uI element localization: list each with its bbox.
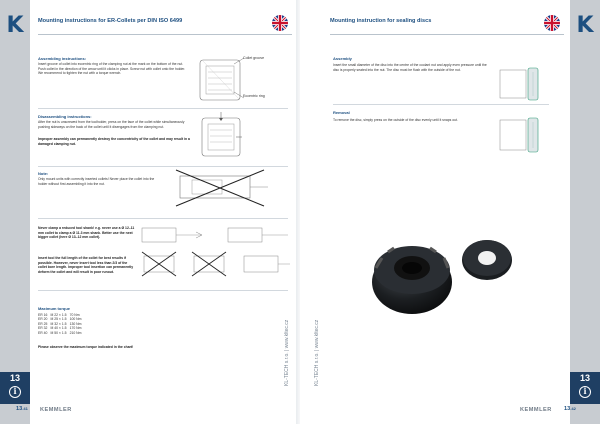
torque-value: 170 Nm <box>69 326 82 331</box>
info-icon: i <box>9 386 21 398</box>
uk-flag-icon <box>272 15 288 31</box>
torque-thread: M 32 × 1.5 <box>50 321 67 326</box>
right-side-strip <box>570 0 600 424</box>
kemmler-logo: K <box>6 12 24 38</box>
removal-title: Removal <box>333 110 350 115</box>
torque-table <box>38 313 84 335</box>
page-number-sub: .42 <box>570 406 576 411</box>
sealing-disc-image <box>460 236 514 282</box>
collet-groove-label: Collet groove <box>243 56 265 60</box>
insert-length-drawing <box>140 250 290 278</box>
disc-assembly-drawing <box>498 66 542 102</box>
note-text: Only mount units with correctly inserted collets! Never place the collet into the holder without first assembling it into the nut. <box>38 177 155 186</box>
page-number-sub: .41 <box>22 406 28 411</box>
torque-size: ER 16 <box>38 313 48 317</box>
torque-size: ER 25 <box>38 321 48 326</box>
torque-thread: M 50 × 1.5 <box>50 330 67 335</box>
left-chapter-tab <box>0 372 30 404</box>
divider-2 <box>38 166 288 167</box>
disassembly-drawing <box>196 112 246 162</box>
torque-value: 130 Nm <box>69 321 82 326</box>
eccentric-ring-label: Eccentric ring <box>243 94 265 98</box>
collet-nut-drawing <box>196 54 246 106</box>
disc-removal-drawing <box>498 116 542 156</box>
divider-4 <box>38 290 288 291</box>
disassembling-title: Disassembling instructions: <box>38 114 92 119</box>
torque-thread: M 25 × 1.5 <box>50 317 67 322</box>
page-number-main: 13 <box>564 406 571 412</box>
right-page <box>300 0 600 424</box>
assembly-title: Assembly <box>333 56 352 61</box>
info-icon: i <box>579 386 591 398</box>
table-row <box>38 326 84 330</box>
removal-text: To remove the disc, simply press on the outside of the disc evenly until it snaps out. <box>333 118 458 122</box>
coolant-nut-image <box>368 236 456 318</box>
left-vertical-text: KL-TECH s.r.o. | www.kltec.cz <box>284 319 290 386</box>
right-page-number <box>564 406 576 412</box>
torque-thread: M 40 × 1.5 <box>50 326 67 331</box>
left-header <box>38 12 292 35</box>
left-page-title: Mounting instructions for ER-Collets per DIN ISO 6499 <box>38 18 183 24</box>
torque-size: ER 40 <box>38 330 48 335</box>
chapter-number: 13 <box>9 373 20 383</box>
left-side-strip <box>0 0 30 424</box>
clamp-range-text: Never clamp a reduced tool shank! e.g. never use a Ø 12–11 mm collet to clamp a Ø 11.3 mm shank. Better use the next bigger collet (here Ø 13–12 mm collet). <box>38 226 135 240</box>
table-row <box>38 331 84 335</box>
torque-value: 100 Nm <box>69 317 82 322</box>
disassembling-warning: Improper assembly can permanently destroy the concentricity of the collet and may result in a damaged clamping nut. <box>38 137 190 146</box>
kemmler-logo: K <box>576 12 594 38</box>
clamp-range-drawing <box>140 222 290 248</box>
left-page-number <box>16 406 28 412</box>
right-vertical-text: KL-TECH s.r.o. | www.kltec.cz <box>314 319 320 386</box>
page-number-main: 13 <box>16 406 23 412</box>
disassembling-text: After the nut is unscrewed from the toolholder, press on the face of the collet while simultaneously pushing sideways on the back of the collet until it disengages from the clamping nut. <box>38 120 185 129</box>
assembling-text: Insert groove of collet into eccentric ring of the clamping nut at the mark on the bottom of the nut. Push collet in the direction of the arrow until it clicks in place. Screw nut with collet onto the holder. We recommend to tighten the nut with a torque wrench. <box>38 62 186 76</box>
wrong-collet-drawing <box>172 168 272 208</box>
torque-footnote: Please observe the maximum torque indicated in the chart! <box>38 345 134 349</box>
assembly-text: Insert the small diameter of the disc into the centre of the coolant nut and apply even pressure until the disc is properly seated into the nut. The disc must be flush with the outside of the nut. <box>333 63 487 72</box>
torque-title: Maximum torque <box>38 306 71 311</box>
divider-3 <box>38 218 288 219</box>
assembling-title: Assembling instructions: <box>38 56 87 61</box>
torque-size: ER 32 <box>38 326 48 331</box>
insert-length-text: Insert tool the full length of the collet for best results if possible. However, never insert tool less than 2/3 of the collet bore length. Improper tool insertion can permanently deform the collet and will result in poor runout. <box>38 256 134 274</box>
uk-flag-icon <box>544 15 560 31</box>
chapter-number: 13 <box>579 373 590 383</box>
right-chapter-tab <box>570 372 600 404</box>
divider-1 <box>38 108 288 109</box>
right-page-title: Mounting instruction for sealing discs <box>330 18 432 24</box>
right-header <box>330 12 564 35</box>
note-title: Note: <box>38 171 49 176</box>
torque-value: 70 Nm <box>69 313 80 317</box>
torque-thread: M 22 × 1.5 <box>50 313 67 317</box>
left-brand: KEMMLER <box>40 407 72 413</box>
right-brand: KEMMLER <box>520 407 552 413</box>
torque-value: 210 Nm <box>69 330 82 335</box>
divider-r1 <box>333 104 549 105</box>
torque-size: ER 20 <box>38 317 48 322</box>
